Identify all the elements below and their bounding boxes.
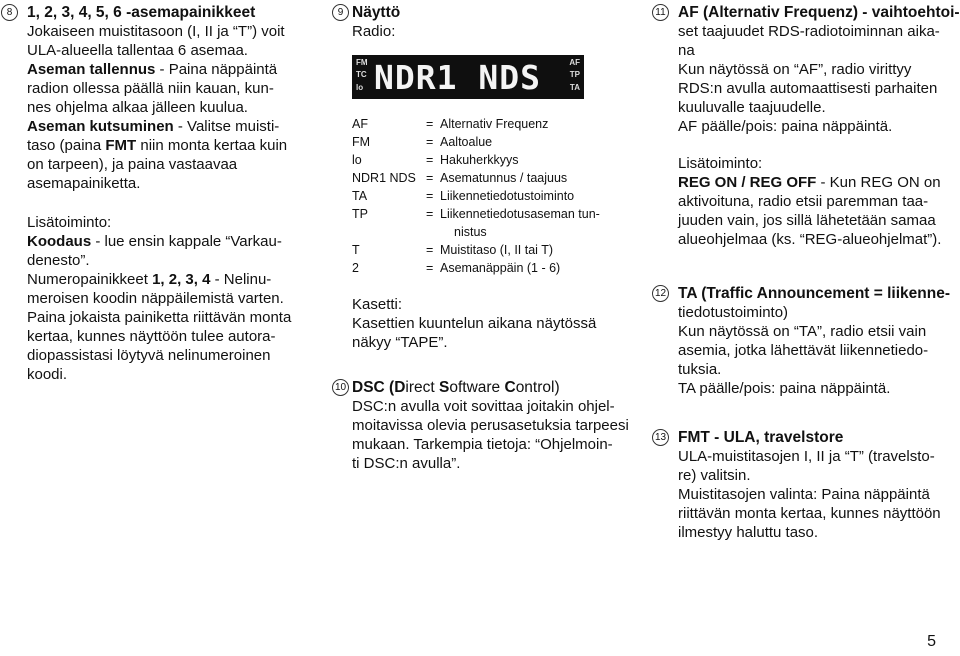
text-fragment: D — [394, 379, 406, 396]
abbr-key: AF — [352, 117, 368, 131]
abbr-value: Aaltoalue — [440, 135, 493, 149]
abbreviation-row — [352, 133, 632, 151]
display-tag-af: AF — [569, 58, 580, 67]
abbr-value: Liikennetiedotusaseman tun- — [440, 207, 600, 221]
section-12 — [648, 284, 960, 398]
abbr-key: TP — [352, 207, 368, 221]
abbreviation-row — [352, 241, 632, 259]
abbr-value: Hakuherkkyys — [440, 153, 519, 167]
tallennus-bold: Aseman tallennus — [27, 61, 156, 78]
section-10 — [322, 378, 632, 473]
text-line: Muistitasojen valinta: Paina näppäintä — [678, 486, 930, 503]
section-11 — [648, 3, 960, 249]
text-line: - Kun REG ON on — [816, 174, 941, 191]
text-line: tiedotustoiminto) — [678, 304, 789, 321]
text-line: diopassistasi löytyvä nelinumeroinen — [27, 347, 271, 364]
abbr-key: 2 — [352, 261, 359, 275]
text-fragment: oftware — [449, 379, 505, 396]
text-fragment: DSC ( — [352, 379, 395, 396]
text-line: nes ohjelma alkaa jälleen kuulua. — [27, 99, 248, 116]
text-line: on tarpeen), ja paina vastaavaa — [27, 156, 238, 173]
text-fragment: - Nelinu- — [210, 271, 272, 288]
text-line: re) valitsin. — [678, 467, 751, 484]
abbreviation-row — [352, 115, 632, 133]
abbr-key: T — [352, 243, 360, 257]
abbreviation-row — [352, 169, 632, 187]
text-line: Kasettien kuuntelun aikana näytössä — [352, 315, 597, 332]
text-line: mukaan. Tarkempia tietoja: “Ohjelmoin- — [352, 436, 613, 453]
fmt-heading: FMT - ULA, travelstore — [678, 429, 844, 446]
radio-display-image — [352, 55, 584, 99]
text-fragment: C — [504, 379, 516, 396]
text-line: ULA-muistitasojen I, II ja “T” (travelsto- — [678, 448, 935, 465]
kutsuminen-bold: Aseman kutsuminen — [27, 118, 174, 135]
kasetti-label: Kasetti: — [352, 296, 403, 313]
section-number-11: 11 — [652, 4, 669, 21]
abbreviation-row — [352, 223, 632, 241]
numero-para — [27, 270, 320, 289]
abbr-eq: = — [426, 243, 434, 257]
abbr-eq: = — [426, 117, 434, 131]
display-tag-tc: TC — [356, 70, 367, 79]
abbreviation-list — [352, 115, 632, 277]
text-line: asemapainiketta. — [27, 175, 141, 192]
text-line: - Paina näppäintä — [155, 61, 278, 78]
koodaus-para — [27, 232, 320, 251]
abbr-value: Asemanäppäin (1 - 6) — [440, 261, 561, 275]
text-line: Kun näytössä on “AF”, radio virittyy — [678, 61, 912, 78]
abbreviation-row — [352, 259, 632, 277]
text-fragment: S — [439, 379, 450, 396]
reg-bold: REG ON / REG OFF — [678, 174, 817, 191]
text-line: asemia, jotka lähettävät liikennetiedo- — [678, 342, 929, 359]
section-13 — [648, 428, 960, 542]
text-fragment: irect — [405, 379, 439, 396]
text-fragment: taso (paina — [27, 137, 106, 154]
text-line: set taajuudet RDS-radiotoiminnan aika- — [678, 23, 940, 40]
naytto-heading: Näyttö — [352, 4, 401, 21]
reg-para — [678, 173, 960, 192]
text-line: ilmestyy haluttu taso. — [678, 524, 819, 541]
text-line: kuuluvalle taajuudelle. — [678, 99, 826, 116]
lisatoiminto-label: Lisätoiminto: — [678, 155, 763, 172]
section-number-13: 13 — [652, 429, 669, 446]
dsc-heading — [352, 378, 632, 397]
text-line: näkyy “TAPE”. — [352, 334, 448, 351]
af-heading: AF (Alternativ Frequenz) - vaihtoehtoi- — [678, 4, 960, 21]
text-line: alueohjelmaa (ks. “REG-alueohjelmat”). — [678, 231, 942, 248]
text-line: AF päälle/pois: paina näppäintä. — [678, 118, 893, 135]
abbr-eq: = — [426, 153, 434, 167]
abbr-value: Alternativ Frequenz — [440, 117, 549, 131]
section-number-9: 9 — [332, 4, 349, 21]
numbers-bold: 1, 2, 3, 4 — [152, 271, 211, 288]
text-line: Kun näytössä on “TA”, radio etsii vain — [678, 323, 927, 340]
text-line: TA päälle/pois: paina näppäintä. — [678, 380, 891, 397]
text-line: ULA-alueella tallentaa 6 asemaa. — [27, 42, 248, 59]
abbr-value: Asematunnus / taajuus — [440, 171, 568, 185]
text-line: riittävän monta kertaa, kunnes näyttöön — [678, 505, 941, 522]
page-number: 5 — [927, 633, 936, 650]
abbreviation-row — [352, 151, 632, 169]
koodaus-bold: Koodaus — [27, 233, 92, 250]
text-line: ti DSC:n avulla”. — [352, 455, 461, 472]
text-fragment: ontrol) — [515, 379, 560, 396]
text-line: Paina jokaista painiketta riittävän monta — [27, 309, 292, 326]
text-line: - lue ensin kappale “Varkau- — [91, 233, 282, 250]
abbr-key: NDR1 NDS — [352, 171, 416, 185]
text-line: kertaa, kunnes näyttöön tulee autora- — [27, 328, 276, 345]
abbr-eq: = — [426, 189, 434, 203]
radio-label: Radio: — [352, 23, 396, 40]
text-line: - Valitse muisti- — [173, 118, 280, 135]
ta-heading: TA (Traffic Announcement = liikenne- — [678, 285, 950, 302]
abbr-eq: = — [426, 261, 434, 275]
text-line: DSC:n avulla voit sovittaa joitakin ohjel- — [352, 398, 615, 415]
display-tag-fm: FM — [356, 58, 368, 67]
abbr-eq — [426, 223, 440, 241]
lisatoiminto-label: Lisätoiminto: — [27, 214, 112, 231]
tallennus-para — [27, 60, 320, 79]
text-line: denesto”. — [27, 252, 90, 269]
fmt-bold: FMT — [105, 137, 137, 154]
text-fragment: Numeropainikkeet — [27, 271, 153, 288]
display-tag-lo: lo — [356, 83, 364, 92]
abbr-eq: = — [426, 207, 434, 221]
kutsuminen-line-2 — [27, 136, 320, 155]
text-line: meroisen koodin näppäilemistä varten. — [27, 290, 284, 307]
abbr-key: lo — [352, 153, 362, 167]
text-line: juuden vain, jos sillä lähetetään samaa — [678, 212, 936, 229]
text-line: tuksia. — [678, 361, 722, 378]
text-line: moitavissa olevia perusasetuksia tarpeesi — [352, 417, 629, 434]
display-tag-tp: TP — [569, 70, 580, 79]
abbr-key: FM — [352, 135, 371, 149]
section-9 — [322, 3, 632, 352]
section-8 — [0, 3, 320, 384]
kutsuminen-para — [27, 117, 320, 136]
abbr-eq: = — [426, 171, 434, 185]
abbr-value: Liikennetiedotustoiminto — [440, 189, 575, 203]
text-fragment: niin monta kertaa kuin — [136, 137, 288, 154]
text-line: Jokaiseen muistitasoon (I, II ja “T”) voit — [27, 23, 285, 40]
section-number-10: 10 — [332, 379, 349, 396]
section-number-12: 12 — [652, 285, 669, 302]
abbreviation-row — [352, 187, 632, 205]
display-tag-ta: TA — [569, 83, 580, 92]
text-line: koodi. — [27, 366, 68, 383]
text-line: radion ollessa päällä niin kauan, kun- — [27, 80, 274, 97]
section-8-heading: 1, 2, 3, 4, 5, 6 -asemapainikkeet — [27, 4, 256, 21]
abbr-value: Muistitaso (I, II tai T) — [440, 243, 553, 257]
text-line: na — [678, 42, 695, 59]
text-line: RDS:n avulla automaattisesti parhaiten — [678, 80, 938, 97]
abbr-key: TA — [352, 189, 368, 203]
abbr-value: nistus — [454, 225, 487, 239]
display-station-text: NDR1 NDS — [374, 58, 541, 97]
abbreviation-row — [352, 205, 632, 223]
abbr-eq: = — [426, 135, 434, 149]
abbr-key — [352, 223, 426, 241]
section-number-8: 8 — [1, 4, 18, 21]
text-line: aktivoituna, radio etsii paremman taa- — [678, 193, 929, 210]
